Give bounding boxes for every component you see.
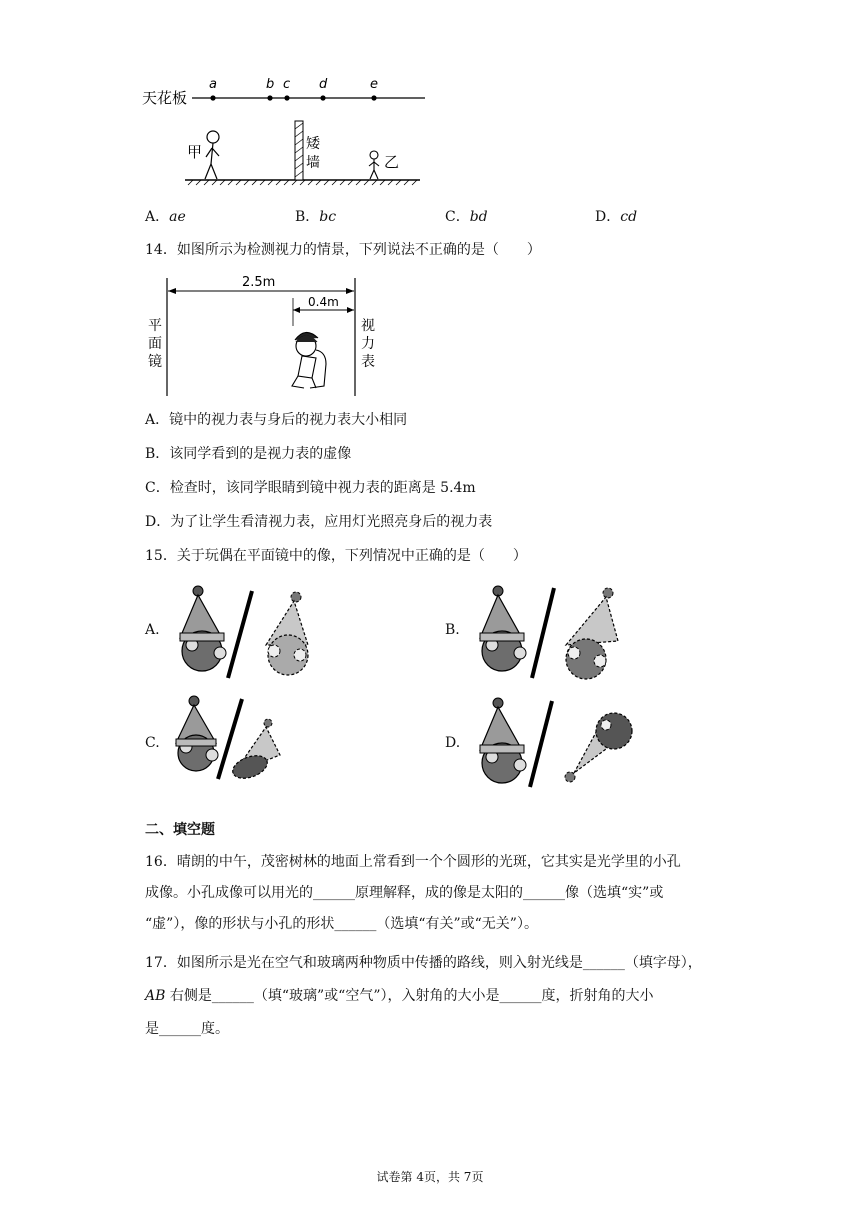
q14-option-c[interactable]: C．检查时，该同学眼睛到镜中视力表的距离是 5.4m — [145, 480, 476, 496]
page-footer: 试卷第 4页，共 7页 — [376, 1170, 484, 1184]
q14-option-d[interactable]: D．为了让学生看清视力表，应用灯光照亮身后的视力表 — [145, 514, 493, 530]
q16-line-3: “虚”），像的形状与小孔的形状______（选填“有关”或“无关”）。 — [145, 916, 538, 932]
doll-object — [176, 696, 218, 771]
person-a-label: 甲 — [187, 143, 203, 161]
q15-option-c-label[interactable]: C. — [145, 735, 160, 751]
svg-text:d: d — [319, 77, 328, 92]
doll-object — [480, 586, 526, 671]
mirror — [532, 588, 554, 678]
q17-ab-label: AB — [145, 988, 166, 1004]
q16-line-2: 成像。小孔成像可以用光的______原理解释，成的像是太阳的______像（选填“实”或 — [145, 885, 664, 901]
student-figure — [292, 332, 326, 388]
low-wall — [295, 121, 303, 180]
ceiling-figure — [140, 70, 440, 190]
person-b-figure — [369, 151, 379, 179]
mirror — [228, 591, 252, 678]
ceiling-point-e — [370, 77, 378, 101]
chart-label-3: 表 — [361, 354, 375, 370]
doll-image — [266, 592, 308, 675]
ceiling-point-c — [283, 77, 290, 101]
q14-option-b[interactable]: B．该同学看到的是视力表的虚像 — [145, 446, 352, 462]
q16-line-1: 16．晴朗的中午，茂密树林的地面上常看到一个个圆形的光斑，它其实是光学里的小孔 — [145, 854, 681, 870]
q15-option-a-figure[interactable] — [170, 583, 320, 683]
doll-image — [230, 719, 280, 783]
q13-option-b[interactable]: B．bc — [295, 209, 337, 225]
q13-option-d[interactable]: D．cd — [595, 209, 638, 225]
section-fill-in-title: 二、填空题 — [145, 822, 215, 838]
q15-option-c-figure[interactable] — [170, 695, 320, 785]
dist-small-label: 0.4m — [308, 295, 339, 309]
chart-label-2: 力 — [361, 336, 375, 352]
ceiling-point-a — [209, 77, 217, 101]
ceiling-point-d — [319, 77, 328, 101]
mirror-label-2: 面 — [148, 336, 162, 352]
doll-image — [566, 588, 618, 679]
q15-option-d-label[interactable]: D. — [445, 735, 461, 751]
chart-label-1: 视 — [361, 318, 375, 334]
q15-option-b-figure[interactable] — [470, 583, 630, 683]
doll-object — [480, 698, 526, 783]
doll-object — [180, 586, 226, 671]
q15-option-b-label[interactable]: B. — [445, 622, 460, 638]
q13-option-c[interactable]: C．bd — [445, 209, 488, 225]
mirror-label-3: 镜 — [148, 354, 162, 370]
dist-total-label: 2.5m — [242, 275, 276, 290]
doll-image — [565, 713, 632, 782]
ceiling-point-b — [266, 77, 274, 101]
q17-line-3: 是______度。 — [145, 1021, 229, 1037]
q15-option-d-figure[interactable] — [470, 695, 640, 790]
svg-text:a: a — [209, 77, 217, 92]
svg-text:b: b — [266, 77, 275, 92]
vision-test-figure — [140, 268, 390, 398]
svg-text:c: c — [283, 77, 291, 92]
svg-text:e: e — [370, 77, 378, 92]
person-a-figure — [205, 131, 219, 179]
q14-option-a[interactable]: A．镜中的视力表与身后的视力表大小相同 — [145, 412, 408, 428]
q17-line-1: 17．如图所示是光在空气和玻璃两种物质中传播的路线，则入射光线是______（填字母）， — [145, 955, 702, 971]
q14-stem: 14．如图所示为检测视力的情景，下列说法不正确的是（ ） — [145, 242, 541, 258]
q17-line-2: AB 右侧是______（填“玻璃”或“空气”），入射角的大小是______度，折射角的大小 — [145, 988, 654, 1004]
ceiling-label: 天花板 — [142, 89, 188, 107]
wall-label-1: 矮 — [306, 136, 320, 152]
wall-label-2: 墙 — [306, 155, 320, 171]
q15-option-a-label[interactable]: A. — [145, 622, 160, 638]
q15-stem: 15．关于玩偶在平面镜中的像，下列情况中正确的是（ ） — [145, 548, 527, 564]
mirror — [530, 701, 552, 787]
q13-option-a[interactable]: A．ae — [145, 209, 186, 225]
mirror-label-1: 平 — [148, 318, 162, 334]
person-b-label: 乙 — [384, 153, 400, 171]
